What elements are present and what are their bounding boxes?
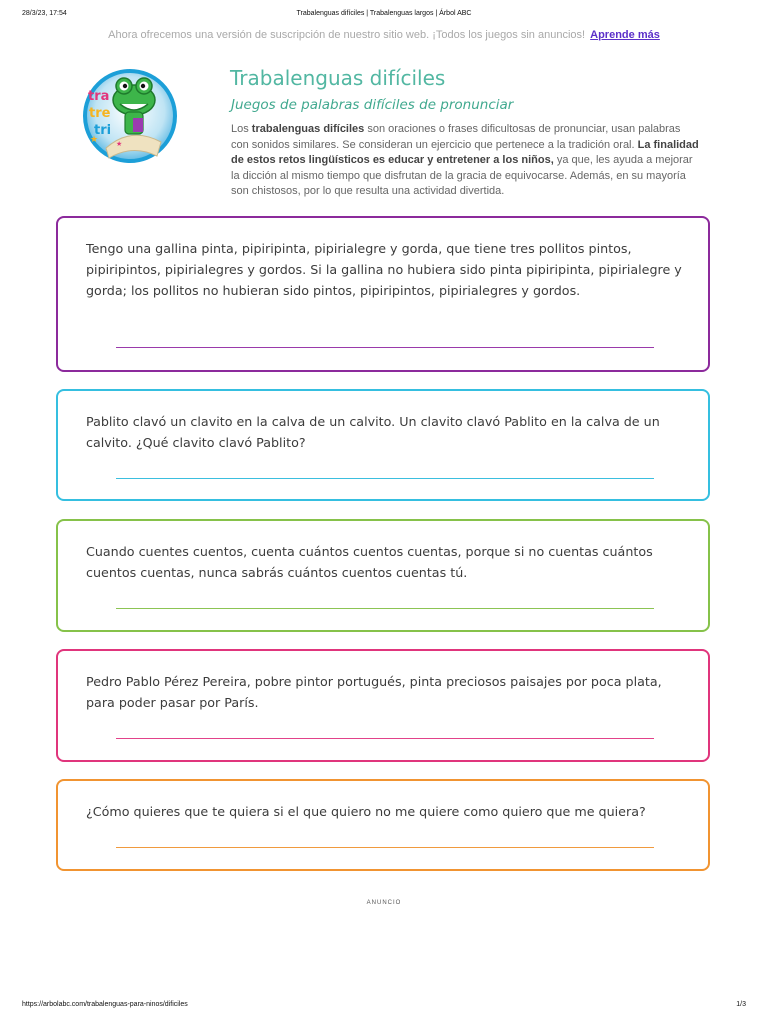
print-datetime: 28/3/23, 17:54 — [22, 10, 67, 17]
print-document-title: Trabalenguas difíciles | Trabalenguas largos | Árbol ABC — [296, 10, 472, 17]
tongue-twister-card — [56, 649, 710, 762]
tongue-twister-card — [56, 216, 710, 372]
tongue-twister-text: Cuando cuentes cuentos, cuenta cuántos cuentos cuentas, porque si no cuentas cuántos cuentos cuentas, nunca sabrás cuántos cuentos cuentas tú. — [86, 544, 653, 580]
learn-more-link[interactable]: Aprende más — [590, 29, 660, 41]
svg-text:tra: tra — [88, 89, 110, 104]
intro-highlight: trabalenguas difíciles — [251, 123, 365, 135]
print-footer — [22, 1001, 746, 1013]
page-number: 1/3 — [736, 1001, 746, 1008]
intro-paragraph — [231, 122, 701, 200]
intro-highlight: La finalidad de estos retos lingüísticos es educar y entretener a los niños, — [231, 138, 699, 166]
svg-text:tre: tre — [89, 106, 111, 121]
answer-line — [116, 608, 654, 609]
ad-label: ANUNCIO — [366, 900, 402, 906]
answer-line — [116, 847, 654, 848]
tongue-twister-text: Tengo una gallina pinta, pipiripinta, pipirialegre y gorda, que tiene tres pollitos pintos, pipiripintos, pipirialegres y gordos. Si la gallina no hubiera sido pinta pipiripinta, pipirialegre y gorda; los pollitos no hubieran sido pintos, pipiripintos, pipirialegres y gordos. — [86, 241, 682, 298]
answer-line — [116, 347, 654, 348]
answer-line — [116, 738, 654, 739]
tongue-twister-card — [56, 389, 710, 501]
intro-text: Los — [231, 123, 252, 135]
tongue-twister-text: ¿Cómo quieres que te quiera si el que quiero no me quiere como quiero que me quiera? — [86, 804, 646, 819]
svg-text:★: ★ — [116, 140, 123, 148]
subscription-promo — [0, 29, 768, 41]
print-header — [22, 10, 746, 22]
page-title: Trabalenguas difíciles — [230, 66, 446, 90]
promo-text: Ahora ofrecemos una versión de suscripción de nuestro sitio web. ¡Todos los juegos sin anuncios! — [108, 29, 586, 41]
intro-text: ya que, les ayuda a mejorar la dicción al mismo tiempo que disfrutan de la gracia de equivocarse. Además, en su mayoría son chistosos, por lo que resulta una actividad divertida. — [231, 154, 693, 197]
svg-text:tri: tri — [94, 123, 112, 138]
svg-text:★: ★ — [90, 135, 99, 145]
answer-line — [116, 478, 654, 479]
tongue-twister-text: Pedro Pablo Pérez Pereira, pobre pintor portugués, pinta preciosos paisajes por poca plata, para poder pasar por París. — [86, 674, 662, 710]
tongue-twister-card — [56, 519, 710, 632]
print-url: https://arbolabc.com/trabalenguas-para-ninos/dificiles — [22, 1001, 188, 1008]
tratretri-logo — [76, 64, 180, 168]
tongue-twister-card — [56, 779, 710, 871]
tongue-twister-text: Pablito clavó un clavito en la calva de un calvito. Un clavito clavó Pablito en la calva de un calvito. ¿Qué clavito clavó Pablito? — [86, 414, 660, 450]
page-subtitle: Juegos de palabras difíciles de pronunciar — [231, 97, 514, 113]
intro-text: son oraciones o frases dificultosas de pronunciar, usan palabras con sonidos similares. Se consideran un ejercicio que pertenece a la tradición oral. — [231, 123, 681, 151]
